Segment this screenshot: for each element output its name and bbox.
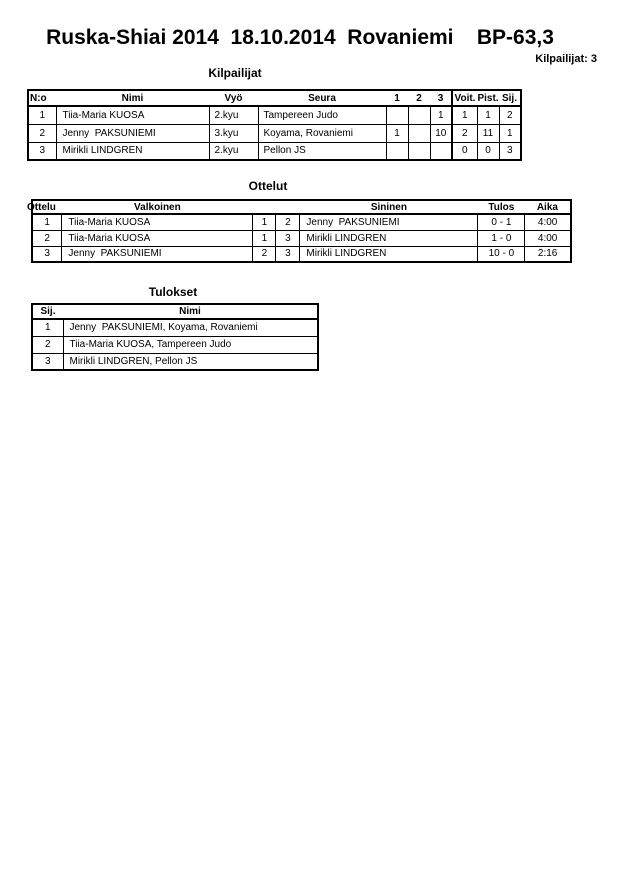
- round3-cell: 1: [430, 106, 452, 124]
- round2-cell: [408, 106, 430, 124]
- no-cell: 2: [28, 124, 56, 142]
- competitor-row: [28, 142, 521, 160]
- col-header-round3: 3: [430, 90, 452, 106]
- heading-kilpailijat: Kilpailijat: [208, 66, 262, 80]
- name-cell: Jenny PAKSUNIEMI, Koyama, Rovaniemi: [63, 319, 318, 336]
- belt-cell: 3.kyu: [209, 124, 258, 142]
- white-name-cell: Tiia-Maria KUOSA: [62, 230, 253, 246]
- round1-cell: [386, 106, 408, 124]
- white-no-cell: 1: [253, 230, 276, 246]
- blue-no-cell: 3: [276, 246, 300, 262]
- col-header-round1: 1: [386, 90, 408, 106]
- col-header-wins: Voit.: [452, 90, 477, 106]
- match-no-cell: 2: [32, 230, 62, 246]
- no-cell: 1: [28, 106, 56, 124]
- belt-cell: 2.kyu: [209, 106, 258, 124]
- match-row: [32, 246, 571, 262]
- match-row: [32, 214, 571, 230]
- time-cell: 2:16: [525, 246, 571, 262]
- blue-name-cell: Mirikli LINDGREN: [300, 230, 478, 246]
- col-header-white-no: [253, 200, 276, 214]
- wins-cell: 0: [452, 142, 477, 160]
- white-no-cell: 1: [253, 214, 276, 230]
- col-header-blue: Sininen: [300, 200, 478, 214]
- result-cell: 0 - 1: [478, 214, 525, 230]
- result-row: [32, 319, 318, 336]
- club-cell: Tampereen Judo: [258, 106, 386, 124]
- competitors-header-row: [28, 90, 521, 106]
- col-header-match-no: [27, 200, 62, 214]
- col-header-round2: 2: [408, 90, 430, 106]
- col-header-white: Valkoinen: [62, 200, 253, 214]
- white-no-cell: 2: [253, 246, 276, 262]
- match-no-cell: 3: [32, 246, 62, 262]
- time-cell: 4:00: [525, 214, 571, 230]
- club-cell: Pellon JS: [258, 142, 386, 160]
- round1-cell: 1: [386, 124, 408, 142]
- heading-ottelut: Ottelut: [248, 179, 288, 193]
- col-header-name: Nimi: [63, 304, 318, 319]
- name-cell: Mirikli LINDGREN, Pellon JS: [63, 353, 318, 370]
- round2-cell: [408, 124, 430, 142]
- blue-name-cell: Jenny PAKSUNIEMI: [300, 214, 478, 230]
- col-header-time: Aika: [525, 200, 571, 214]
- wins-cell: 1: [452, 106, 477, 124]
- name-cell: Mirikli LINDGREN: [56, 142, 209, 160]
- result-row: [32, 353, 318, 370]
- club-cell: Koyama, Rovaniemi: [258, 124, 386, 142]
- points-cell: 1: [477, 106, 499, 124]
- points-cell: 11: [477, 124, 499, 142]
- time-cell: 4:00: [525, 230, 571, 246]
- col-header-blue-no: [276, 200, 300, 214]
- wins-cell: 2: [452, 124, 477, 142]
- heading-tulokset: Tulokset: [148, 285, 198, 299]
- col-header-name: Nimi: [56, 90, 209, 106]
- blue-name-cell: Mirikli LINDGREN: [300, 246, 478, 262]
- col-header-place: Sij.: [499, 90, 521, 106]
- result-cell: 10 - 0: [478, 246, 525, 262]
- place-cell: 1: [32, 319, 63, 336]
- page-title: Ruska-Shiai 2014 18.10.2014 Rovaniemi BP-63,3: [46, 26, 554, 49]
- blue-no-cell: 2: [276, 214, 300, 230]
- points-cell: 0: [477, 142, 499, 160]
- match-row: [32, 230, 571, 246]
- col-header-points: Pist.: [477, 90, 499, 106]
- no-cell: 3: [28, 142, 56, 160]
- competitors-table: [27, 89, 522, 161]
- col-header-no: N:o: [28, 90, 56, 106]
- col-header-club: Seura: [258, 90, 386, 106]
- results-table: [31, 303, 319, 371]
- place-cell: 3: [499, 142, 521, 160]
- round2-cell: [408, 142, 430, 160]
- place-cell: 1: [499, 124, 521, 142]
- place-cell: 2: [499, 106, 521, 124]
- match-no-cell: 1: [32, 214, 62, 230]
- name-cell: Jenny PAKSUNIEMI: [56, 124, 209, 142]
- round3-cell: 10: [430, 124, 452, 142]
- blue-no-cell: 3: [276, 230, 300, 246]
- col-header-belt: Vyö: [209, 90, 258, 106]
- round3-cell: [430, 142, 452, 160]
- place-cell: 2: [32, 336, 63, 353]
- belt-cell: 2.kyu: [209, 142, 258, 160]
- matches-header-row: [32, 200, 571, 214]
- competitor-row: [28, 124, 521, 142]
- col-header-place: Sij.: [32, 304, 63, 319]
- place-cell: 3: [32, 353, 63, 370]
- name-cell: Tiia-Maria KUOSA, Tampereen Judo: [63, 336, 318, 353]
- competitor-row: [28, 106, 521, 124]
- result-row: [32, 336, 318, 353]
- col-header-result: Tulos: [478, 200, 525, 214]
- result-cell: 1 - 0: [478, 230, 525, 246]
- results-header-row: [32, 304, 318, 319]
- round1-cell: [386, 142, 408, 160]
- col-header-match-no-label: Ottelu: [27, 201, 56, 213]
- white-name-cell: Jenny PAKSUNIEMI: [62, 246, 253, 262]
- competitor-count-label: Kilpailijat: 3: [535, 53, 597, 65]
- matches-table: [27, 199, 572, 263]
- white-name-cell: Tiia-Maria KUOSA: [62, 214, 253, 230]
- name-cell: Tiia-Maria KUOSA: [56, 106, 209, 124]
